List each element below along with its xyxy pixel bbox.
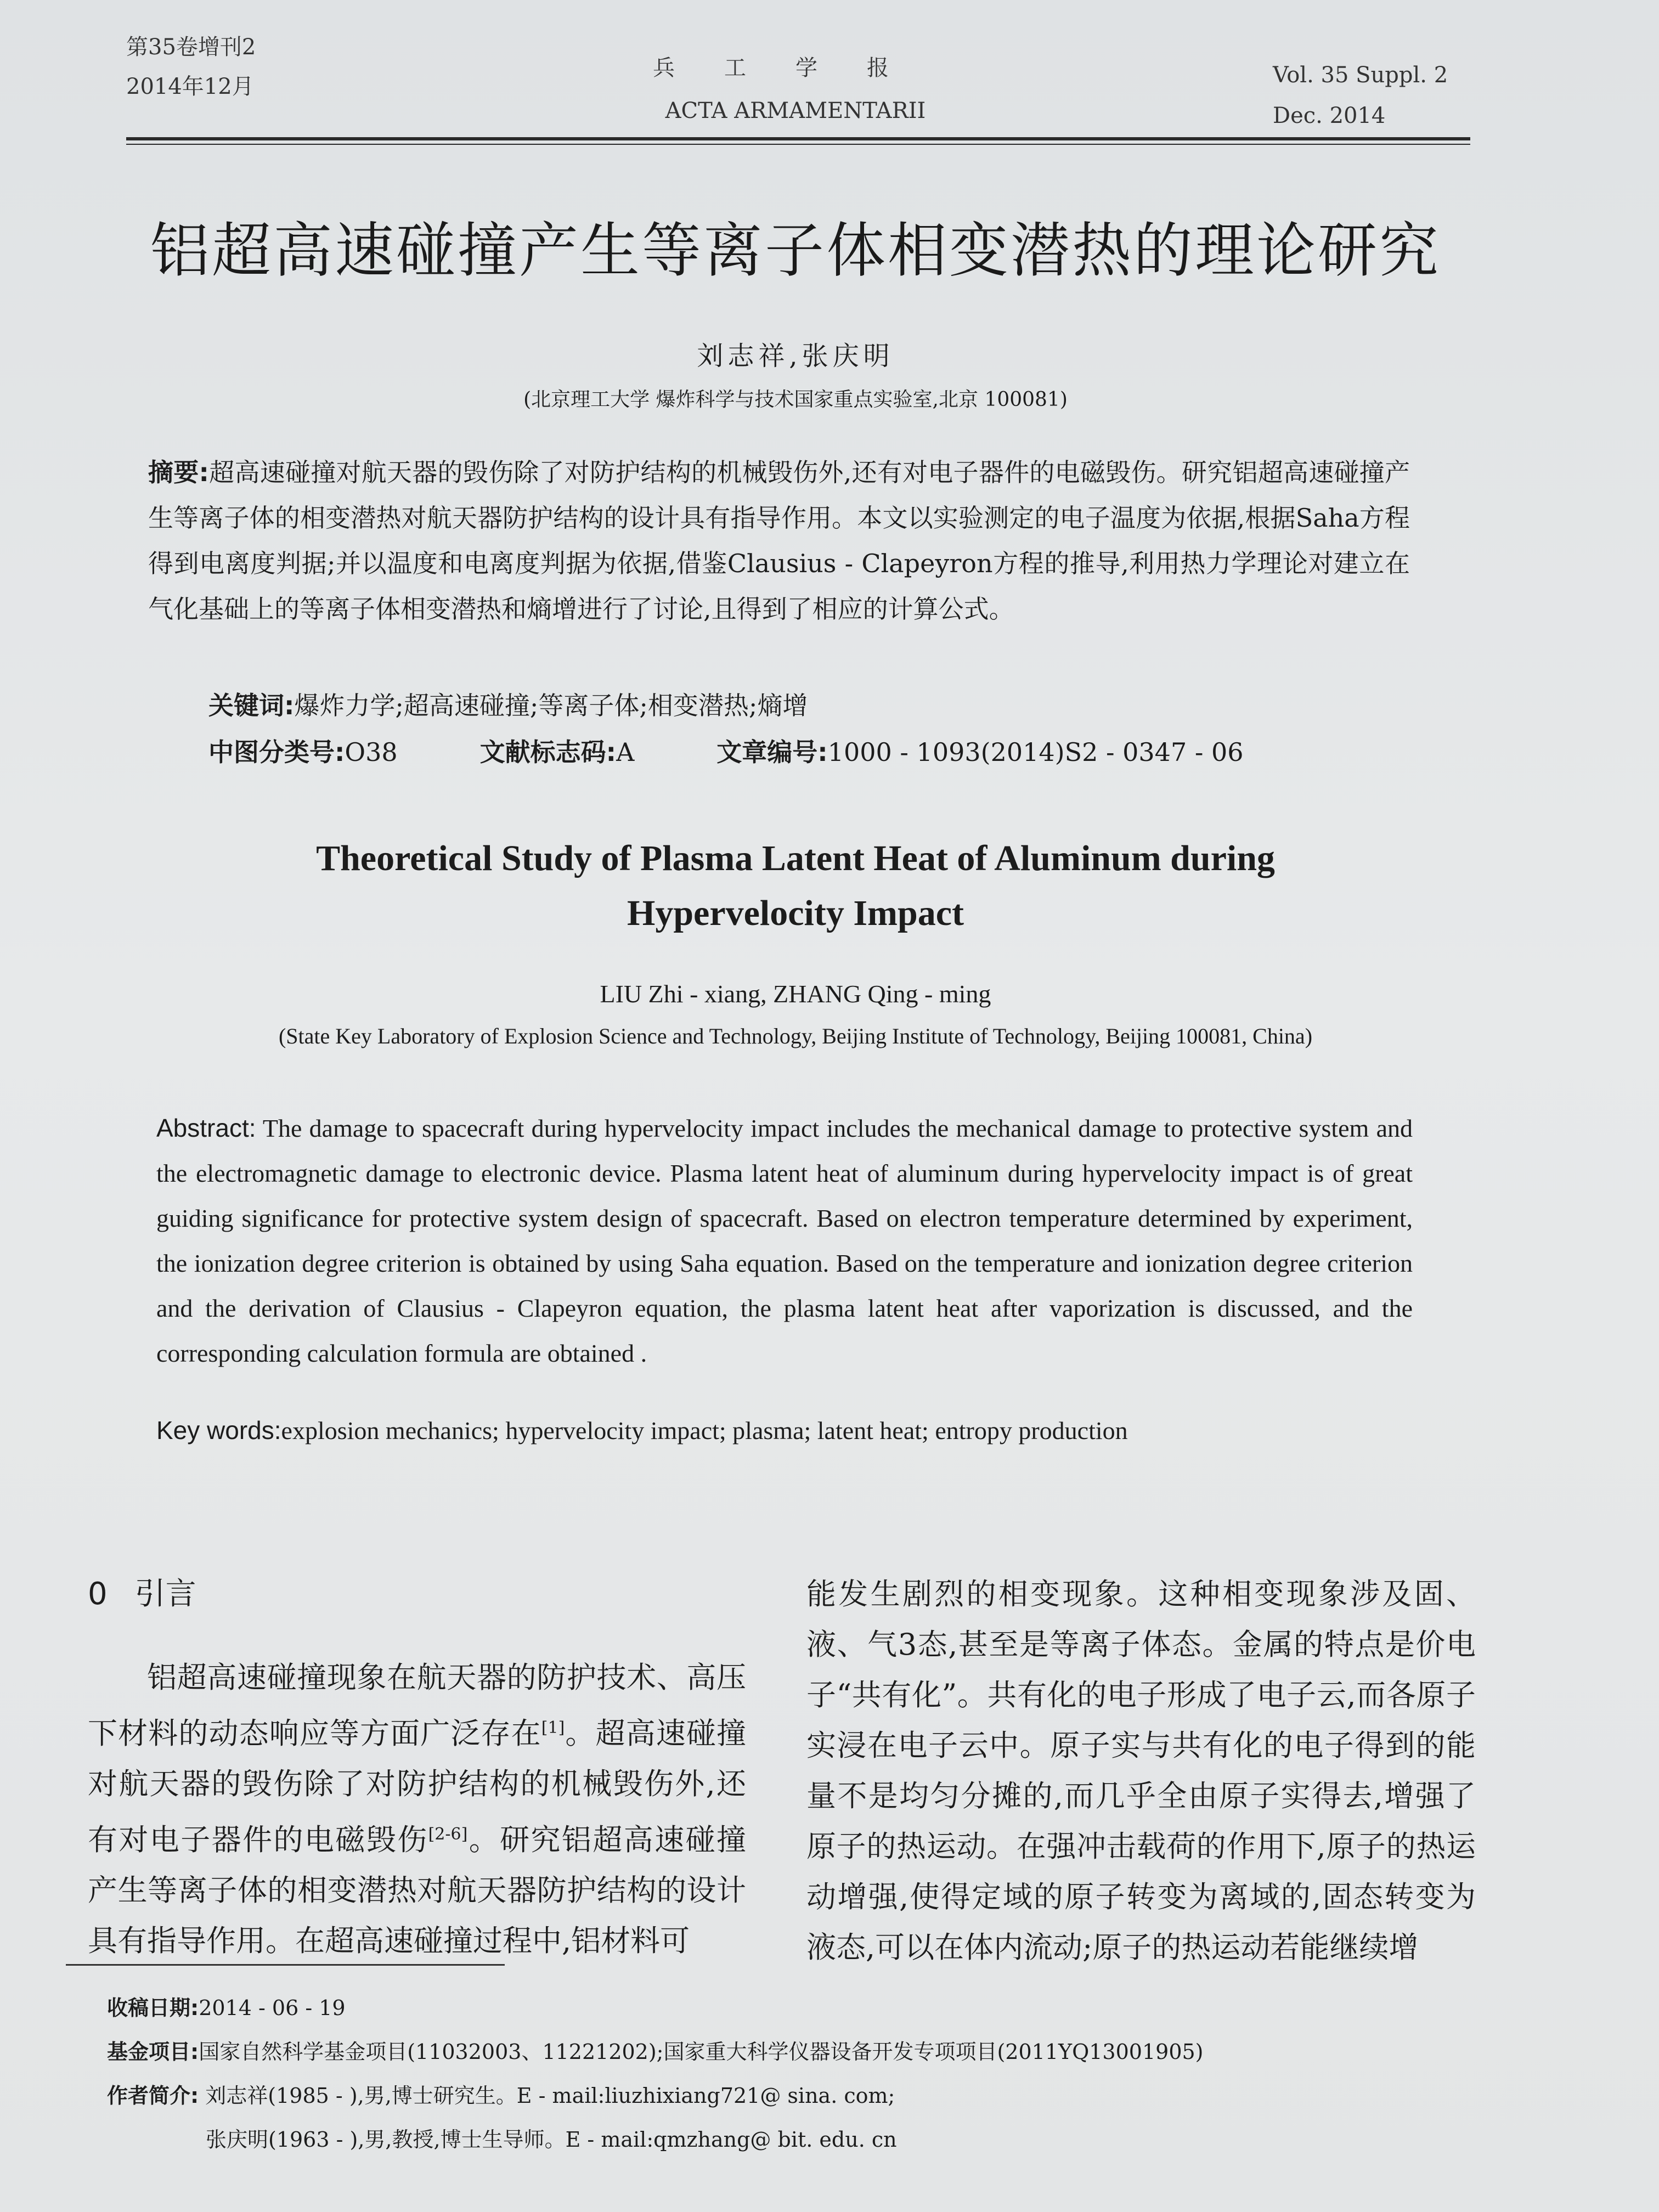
paper-title-cn: 铝超高速碰撞产生等离子体相变潜热的理论研究 bbox=[150, 217, 1441, 285]
header-rule bbox=[126, 137, 1470, 145]
citation: [2-6] bbox=[428, 1825, 468, 1844]
body-text: 。研究铝超高速碰撞产生等离子体的相变潜热对航天器防护结构的设计具有指导作用。在超高速碰撞过程中,铝材料可 bbox=[88, 1822, 747, 1958]
author-bio-2: 张庆明(1963 - ),男,教授,博士生导师。E - mail:qmzhang@ bit. edu. cn bbox=[206, 2128, 897, 2152]
keywords-cn-label: 关键词: bbox=[208, 691, 295, 720]
authors-en: LIU Zhi - xiang, ZHANG Qing - ming bbox=[600, 980, 991, 1008]
affiliation-cn: (北京理工大学 爆炸科学与技术国家重点实验室,北京 100081) bbox=[523, 388, 1068, 411]
body-paragraph bbox=[88, 1652, 746, 1966]
author-bio-1 bbox=[107, 2074, 1451, 2118]
classification-row bbox=[208, 732, 1470, 769]
keywords-en-label: Key words: bbox=[156, 1416, 281, 1444]
author-bio-1-text: 刘志祥(1985 - ),男,博士研究生。E - mail:liuzhixiang721@ sina. com; bbox=[205, 2084, 895, 2108]
keywords-en-text: explosion mechanics; hypervelocity impact; plasma; latent heat; entropy production bbox=[281, 1417, 1128, 1444]
title-en-line1: Theoretical Study of Plasma Latent Heat of Aluminum during bbox=[316, 838, 1275, 878]
keywords-cn-text: 爆炸力学;超高速碰撞;等离子体;相变潜热;熵增 bbox=[294, 691, 808, 720]
body-column-left bbox=[88, 1569, 746, 1966]
article-number-label: 文章编号: bbox=[716, 737, 828, 767]
abstract-en-text: The damage to spacecraft during hypervelocity impact includes the mechanical damage to protective system and the electromagnetic damage to electronic device. Plasma latent heat of aluminum during hypervelocity impact is of great guiding significance for protective system design of spacecraft. Based on electron temperature determined by experiment, the ionization degree criterion is obtained by using Saha equation. Based on the temperature and ionization degree criterion and the derivation of Clausius - Clapeyron equation, the plasma latent heat after vaporization is discussed, and the corresponding calculation formula are obtained . bbox=[156, 1114, 1413, 1367]
author-bio-label: 作者简介: bbox=[107, 2084, 199, 2108]
received-value: 2014 - 06 - 19 bbox=[199, 1996, 346, 2020]
abstract-cn bbox=[148, 450, 1410, 632]
fund-info bbox=[107, 2030, 1451, 2074]
clc-label: 中图分类号: bbox=[208, 737, 345, 767]
paper-title-en bbox=[0, 831, 1591, 941]
keywords-en bbox=[156, 1415, 1418, 1445]
body-column-right bbox=[806, 1569, 1476, 1973]
keywords-cn bbox=[208, 686, 1415, 722]
header-volume: 第35卷增刊2 bbox=[126, 35, 256, 60]
fund-value: 国家自然科学基金项目(11032003、11221202);国家重大科学仪器设备开发专项项目(2011YQ13001905) bbox=[199, 2040, 1204, 2064]
header-volume-en: Vol. 35 Suppl. 2 bbox=[1273, 63, 1448, 88]
journal-name-en: ACTA ARMAMENTARII bbox=[665, 98, 926, 123]
section-number: 0 bbox=[88, 1576, 108, 1612]
affiliation-en: (State Key Laboratory of Explosion Science and Technology, Beijing Institute of Technology, Beijing 100081, China) bbox=[278, 1024, 1313, 1048]
body-text: 铝超高速碰撞现象在航天器的防护技术、高压下材料的动态响应等方面广泛存在 bbox=[88, 1660, 746, 1751]
fund-label: 基金项目: bbox=[107, 2040, 199, 2064]
section-title: 引言 bbox=[134, 1576, 196, 1612]
abstract-cn-text: 超高速碰撞对航天器的毁伤除了对防护结构的机械毁伤外,还有对电子器件的电磁毁伤。研究铝超高速碰撞产生等离子体的相变潜热对航天器防护结构的设计具有指导作用。本文以实验测定的电子温度为依据,根据Saha方程得到电离度判据;并以温度和电离度判据为依据,借鉴Clausius - Clapeyron方程的推导,利用热力学理论对建立在气化基础上的等离子体相变潜热和熵增进行了讨论,且得到了相应的计算公式。 bbox=[148, 458, 1410, 624]
doc-code-value: A bbox=[616, 737, 635, 767]
title-en-line2: Hypervelocity Impact bbox=[627, 893, 964, 933]
clc-value: O38 bbox=[345, 737, 398, 767]
section-heading bbox=[88, 1569, 746, 1620]
body-text: 。超高速碰撞对航天器的毁伤除了对防护结构的机械毁伤外,还有对电子器件的电磁毁伤 bbox=[88, 1716, 747, 1857]
authors-cn: 刘志祥,张庆明 bbox=[697, 341, 894, 371]
doc-code-label: 文献标志码: bbox=[479, 737, 617, 767]
header-date-cn: 2014年12月 bbox=[126, 74, 254, 99]
abstract-cn-label: 摘要: bbox=[148, 458, 209, 487]
header-volume-info-en bbox=[1273, 55, 1448, 136]
footnote-rule bbox=[66, 1964, 505, 1966]
citation: [1] bbox=[541, 1718, 565, 1737]
header-date-en: Dec. 2014 bbox=[1273, 103, 1386, 128]
received-date bbox=[107, 1986, 1451, 2030]
body-paragraph-continued: 能发生剧烈的相变现象。这种相变现象涉及固、液、气3态,甚至是等离子体态。金属的特点是价电子“共有化”。共有化的电子形成了电子云,而各原子实浸在电子云中。原子实与共有化的电子得到的能量不是均匀分摊的,而几乎全由原子实得去,增强了原子的热运动。在强冲击载荷的作用下,原子的热运动增强,使得定域的原子转变为离域的,固态转变为液态,可以在体内流动;原子的热运动若能继续增 bbox=[806, 1577, 1476, 1965]
footnote bbox=[107, 1986, 1451, 2162]
received-label: 收稿日期: bbox=[107, 1996, 199, 2020]
journal-name-cn: 兵工学报 bbox=[653, 55, 938, 81]
abstract-en-label: Abstract: bbox=[156, 1114, 256, 1142]
abstract-en bbox=[156, 1105, 1413, 1376]
article-number-value: 1000 - 1093(2014)S2 - 0347 - 06 bbox=[827, 737, 1244, 767]
